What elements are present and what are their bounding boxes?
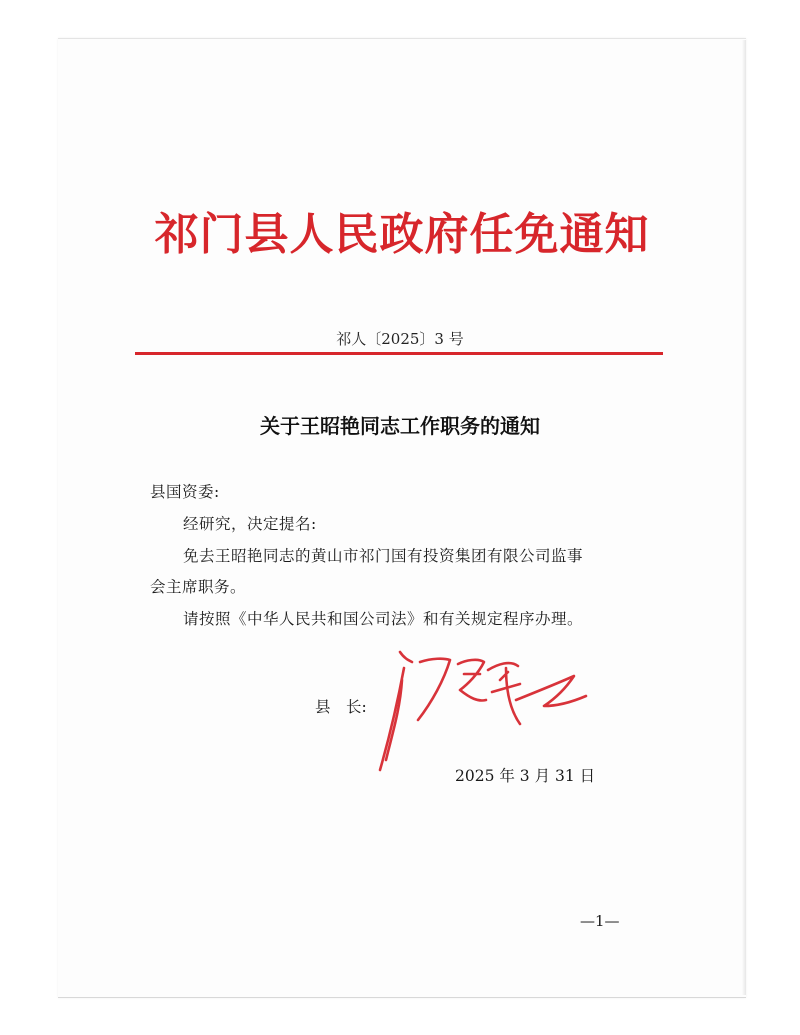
county-head-label: 县 长: bbox=[315, 698, 367, 716]
page-number: —1— bbox=[580, 912, 620, 930]
red-divider-line bbox=[135, 352, 663, 355]
document-page bbox=[58, 38, 746, 998]
notice-heading: 关于王昭艳同志工作职务的通知 bbox=[260, 414, 540, 438]
document-number: 祁人〔2025〕3 号 bbox=[336, 330, 464, 348]
body-paragraph-1: 经研究，决定提名: bbox=[183, 515, 317, 533]
body-paragraph-2: 免去王昭艳同志的黄山市祁门国有投资集团有限公司监事 bbox=[183, 547, 584, 565]
page-edge-shadow-right bbox=[742, 40, 746, 995]
addressee: 县国资委: bbox=[150, 483, 220, 501]
body-paragraph-2-continued: 会主席职务。 bbox=[150, 578, 247, 596]
body-paragraph-3: 请按照《中华人民共和国公司法》和有关规定程序办理。 bbox=[183, 610, 584, 628]
issue-date: 2025 年 3 月 31 日 bbox=[455, 767, 596, 785]
document-title: 祁门县人民政府任免通知 bbox=[154, 209, 650, 260]
handwritten-signature bbox=[360, 640, 590, 780]
